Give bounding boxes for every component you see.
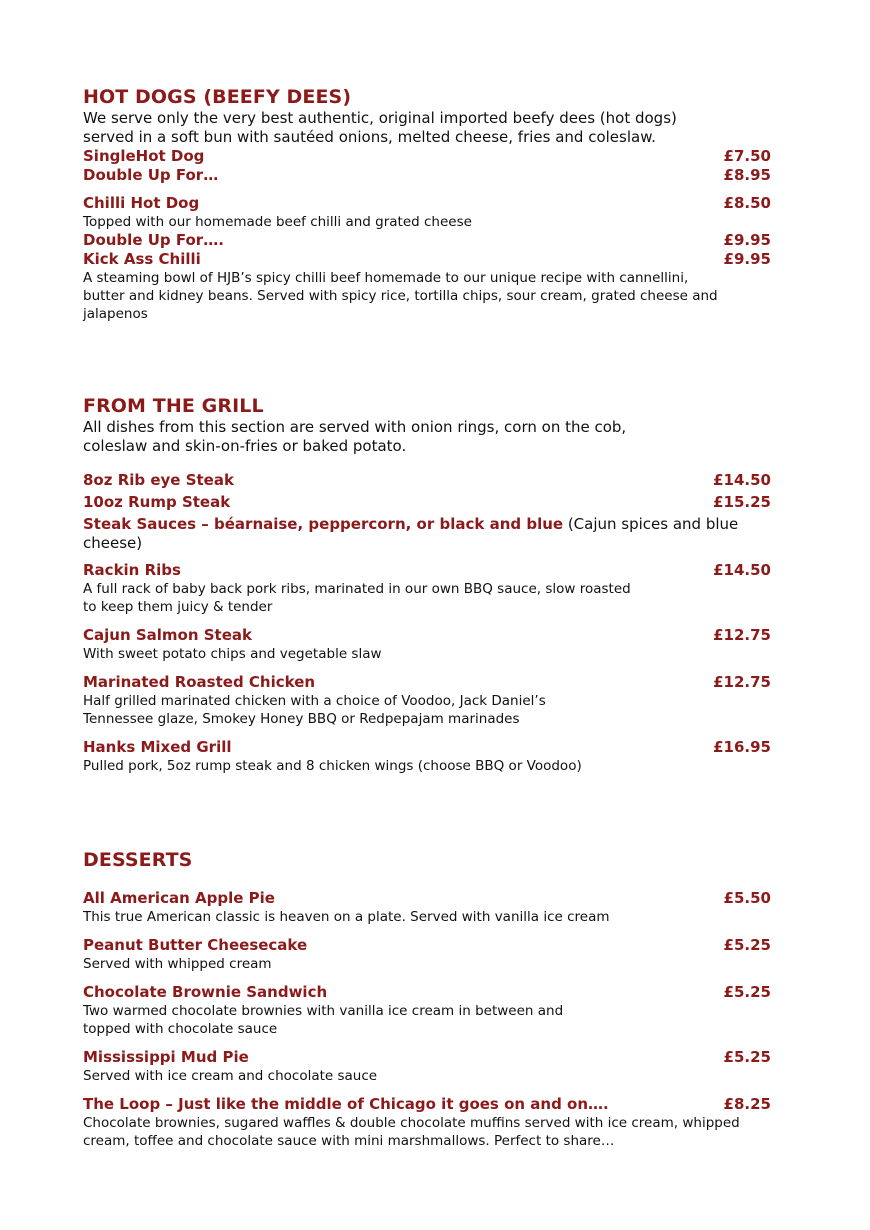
item-name: Rackin Ribs: [83, 561, 181, 579]
item-price: £8.95: [723, 166, 771, 184]
menu-item: [83, 561, 783, 616]
menu-item: [83, 166, 783, 185]
item-description: With sweet potato chips and vegetable slaw: [83, 646, 382, 662]
item-description: Pulled pork, 5oz rump steak and 8 chicken wings (choose BBQ or Voodoo): [83, 758, 582, 774]
item-price: £5.25: [723, 936, 771, 954]
item-description: A full rack of baby back pork ribs, marinated in our own BBQ sauce, slow roasted: [83, 581, 631, 597]
item-description: jalapenos: [83, 306, 148, 322]
item-name: The Loop – Just like the middle of Chicago it goes on and on….: [83, 1095, 609, 1113]
item-description: butter and kidney beans. Served with spicy rice, tortilla chips, sour cream, grated cheese and: [83, 288, 718, 304]
item-price: £15.25: [713, 493, 771, 511]
menu-item: [83, 194, 783, 231]
menu-item: [83, 471, 783, 490]
item-price: £7.50: [723, 147, 771, 165]
item-name: 8oz Rib eye Steak: [83, 471, 234, 489]
item-name: SingleHot Dog: [83, 147, 205, 165]
item-description: A steaming bowl of HJB’s spicy chilli beef homemade to our unique recipe with cannellini,: [83, 270, 689, 286]
grill-section: [83, 395, 783, 775]
item-description: This true American classic is heaven on a plate. Served with vanilla ice cream: [83, 909, 610, 925]
hotdogs-intro: We serve only the very best authentic, original imported beefy dees (hot dogs) served in a soft bun with sautéed onions, melted cheese, fries and coleslaw.: [83, 109, 677, 146]
item-name: Double Up For….: [83, 231, 224, 249]
item-description: Served with ice cream and chocolate sauce: [83, 1068, 378, 1084]
item-price: £5.50: [723, 889, 771, 907]
item-price: £16.95: [713, 738, 771, 756]
item-description: topped with chocolate sauce: [83, 1021, 278, 1037]
item-name: Chilli Hot Dog: [83, 194, 200, 212]
menu-item: [83, 738, 783, 775]
desserts-section: [83, 849, 783, 1150]
item-name: Hanks Mixed Grill: [83, 738, 232, 756]
steak-sauces-label: Steak Sauces – béarnaise, peppercorn, or black and blue: [83, 515, 564, 533]
item-price: £9.95: [723, 231, 771, 249]
item-description: Tennessee glaze, Smokey Honey BBQ or Redpepajam marinades: [83, 711, 520, 727]
item-description: to keep them juicy & tender: [83, 599, 273, 615]
menu-item: [83, 147, 783, 166]
menu-item: [83, 1048, 783, 1085]
item-description: Two warmed chocolate brownies with vanilla ice cream in between and: [83, 1003, 564, 1019]
item-price: £14.50: [713, 561, 771, 579]
item-price: £12.75: [713, 626, 771, 644]
item-description: cream, toffee and chocolate sauce with mini marshmallows. Perfect to share…: [83, 1133, 615, 1149]
menu-item: [83, 493, 783, 512]
item-price: £14.50: [713, 471, 771, 489]
item-name: Double Up For…: [83, 166, 219, 184]
item-price: £8.25: [723, 1095, 771, 1113]
desserts-heading: DESSERTS: [83, 849, 193, 871]
item-description: Topped with our homemade beef chilli and grated cheese: [83, 214, 472, 230]
menu-item: [83, 673, 783, 728]
menu-item: [83, 250, 783, 323]
menu-item: [83, 983, 783, 1038]
menu-item: [83, 626, 783, 663]
item-name: 10oz Rump Steak: [83, 493, 231, 511]
item-name: Mississippi Mud Pie: [83, 1048, 249, 1066]
menu-item: [83, 889, 783, 926]
item-description: Chocolate brownies, sugared waffles & double chocolate muffins served with ice cream, whipped: [83, 1115, 740, 1131]
item-name: Peanut Butter Cheesecake: [83, 936, 308, 954]
menu-item: [83, 231, 783, 250]
item-price: £5.25: [723, 1048, 771, 1066]
item-price: £12.75: [713, 673, 771, 691]
item-name: Cajun Salmon Steak: [83, 626, 252, 644]
grill-heading: FROM THE GRILL: [83, 395, 264, 417]
item-price: £8.50: [723, 194, 771, 212]
item-name: Marinated Roasted Chicken: [83, 673, 316, 691]
hotdogs-section: [83, 86, 783, 323]
item-name: Chocolate Brownie Sandwich: [83, 983, 328, 1001]
menu-item: [83, 936, 783, 973]
grill-intro: All dishes from this section are served with onion rings, corn on the cob, coleslaw and skin-on-fries or baked potato.: [83, 418, 627, 455]
item-name: All American Apple Pie: [83, 889, 275, 907]
item-description: Half grilled marinated chicken with a choice of Voodoo, Jack Daniel’s: [83, 693, 546, 709]
item-name: Kick Ass Chilli: [83, 250, 201, 268]
menu-item: [83, 1095, 783, 1150]
item-price: £5.25: [723, 983, 771, 1001]
item-price: £9.95: [723, 250, 771, 268]
item-description: Served with whipped cream: [83, 956, 272, 972]
steak-sauces: Steak Sauces – béarnaise, peppercorn, or black and blue (Cajun spices and blue cheese): [83, 515, 739, 552]
hotdogs-heading: HOT DOGS (BEEFY DEES): [83, 86, 352, 108]
